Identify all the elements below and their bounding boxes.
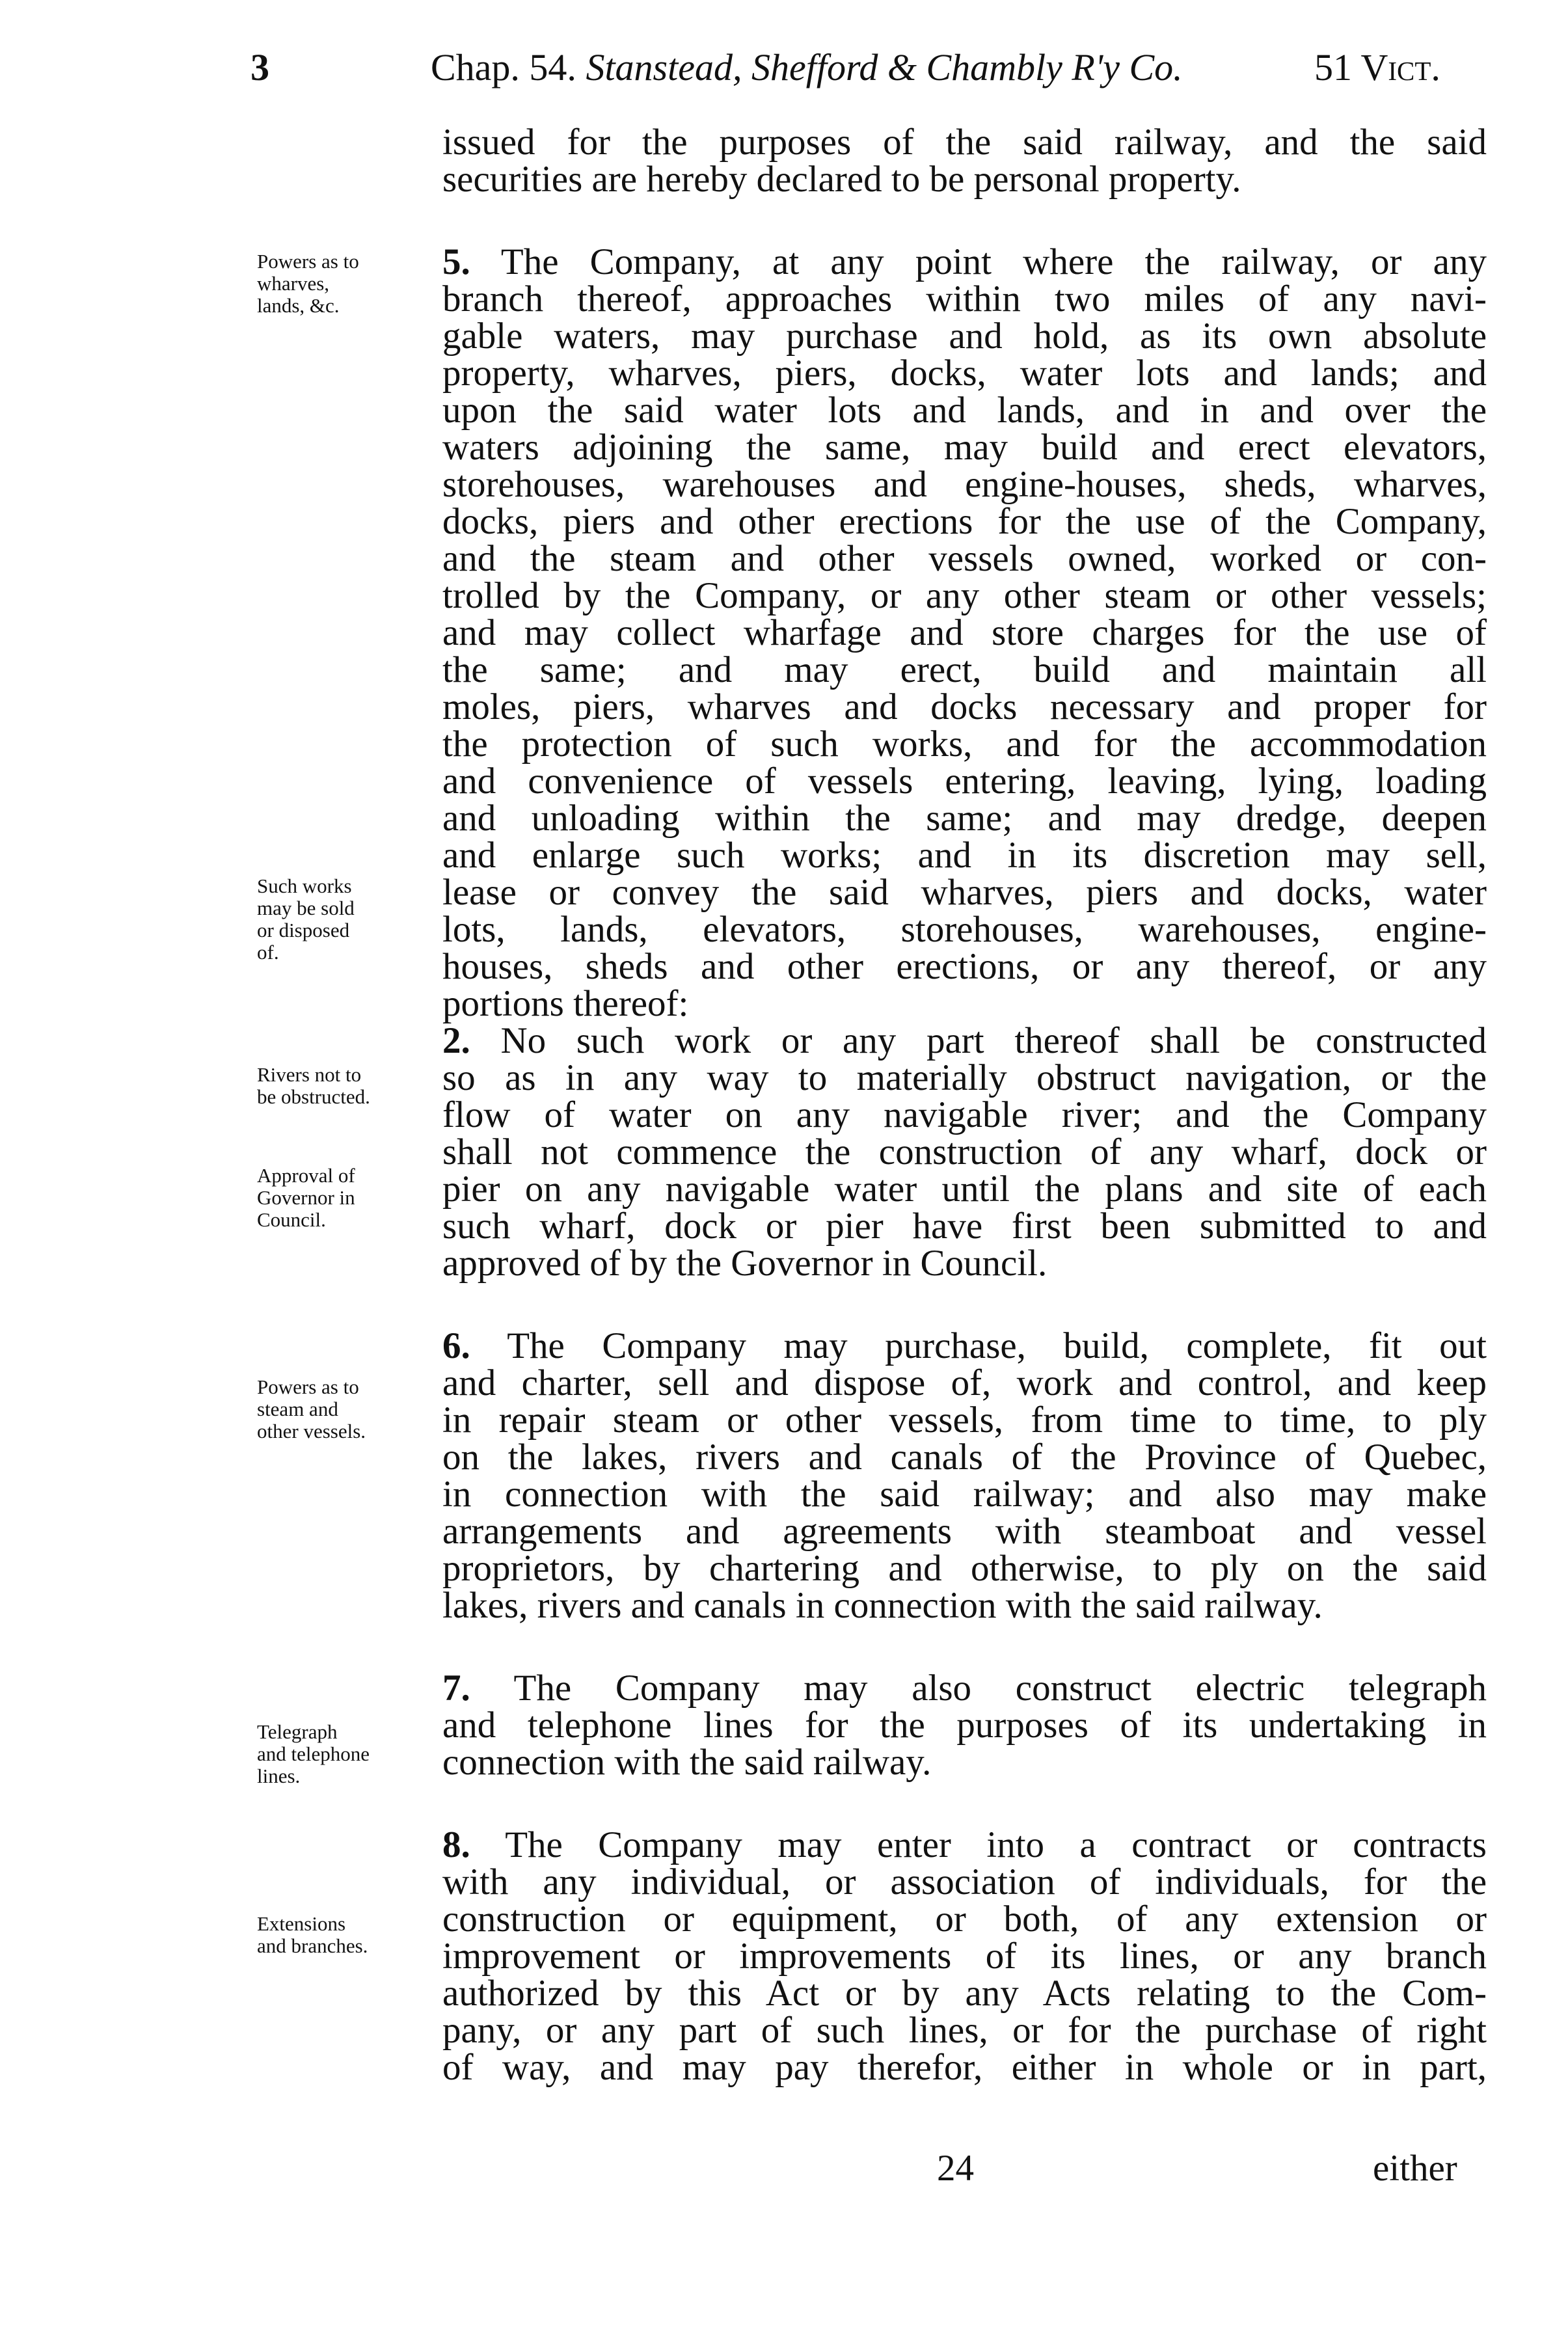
margin-note-extensions: Extensions and branches. (257, 1912, 368, 1957)
section-6: 6. The Company may purchase, build, complete, fit out and charter, sell and dispose of, work and control, and keep in repair steam or other vessels, from time to time, to ply on the lakes, rivers and canals of the Province of Quebec, in connection with the said railway; and also may make arrangements and agreements with steamboat and vessel proprietors, by chartering and otherwise, to ply on the said lakes, rivers and canals in connection with the said railway. (442, 1325, 1487, 1626)
section-number: 6. (442, 1325, 470, 1366)
page-number: 3 (250, 46, 269, 88)
section-8: 8. The Company may enter into a contract or contracts with any individual, or association of individuals, for the construction or equipment, or both, of any extension or improvement or improvements of its lines, or any branch authorized by this Act or by any Acts relating to the Com- pany, or any part of such lines, or for the purchase of right of way, and may pay therefor, either in whole or in part, (442, 1824, 1487, 2088)
margin-note-rivers: Rivers not to be obstructed. (257, 1063, 370, 1108)
signature-mark: 24 (937, 2148, 974, 2189)
regnal-year: 51 Vict. (1314, 46, 1440, 88)
section-5-subsection-2: 2. No such work or any part thereof shall be constructed so as in any way to materially obstruct navigation, or the flow of water on any navigable river; and the Company shall not commence the construction of any wharf, dock or pier on any navigable water until the plans and site of each such wharf, dock or pier have first been submitted to and approved of by the Governor in Council. (442, 1020, 1487, 1284)
section-5: 5. The Company, at any point where the railway, or any branch thereof, approaches within two miles of any navi- gable waters, may purchase and hold, as its own absolute property, wharves, piers, docks, water lots and lands; and upon the said water lots and lands, and in and over the waters adjoining the same, may build and erect elevators, storehouses, warehouses and engine-houses, sheds, wharves, docks, piers and other erections for the use of the Company, and the steam and other vessels owned, worked or con- trolled by the Company, or any other steam or other vessels; and may collect wharfage and store charges for the use of the same; and may erect, build and maintain all moles, piers, wharves and docks necessary and proper for the protection of such works, and for the accommodation and convenience of vessels entering, leaving, lying, loading and unloading within the same; and may dredge, deepen and enlarge such works; and in its discretion may sell, lease or convey the said wharves, piers and docks, water lots, lands, elevators, storehouses, warehouses, engine- houses, sheds and other erections, or any thereof, or any portions thereof: (442, 241, 1487, 1024)
section-number: 8. (442, 1824, 470, 1865)
subsection-number: 2. (442, 1020, 470, 1061)
main-text (442, 124, 1487, 2086)
chapter-label: Chap. 54. (431, 46, 576, 88)
act-title: Stanstead, Shefford & Chambly R'y Co. (586, 46, 1183, 88)
paragraph-continuation: issued for the purposes of the said railway, and the said securities are hereby declared to be personal property. (442, 122, 1487, 200)
margin-note-works-sold: Such works may be sold or disposed of. (257, 874, 355, 964)
margin-note-powers-steam: Powers as to steam and other vessels. (257, 1375, 366, 1442)
catchword: either (1373, 2148, 1457, 2189)
margin-note-powers-wharves: Powers as to wharves, lands, &c. (257, 250, 359, 317)
section-7: 7. The Company may also construct electric telegraph and telephone lines for the purposes of its undertaking in connection with the said railway. (442, 1668, 1487, 1783)
margin-note-telegraph: Telegraph and telephone lines. (257, 1720, 370, 1787)
margin-note-approval: Approval of Governor in Council. (257, 1164, 355, 1231)
section-number: 7. (442, 1668, 470, 1709)
running-header (0, 46, 1568, 104)
section-number: 5. (442, 241, 470, 282)
running-title (431, 46, 1183, 89)
